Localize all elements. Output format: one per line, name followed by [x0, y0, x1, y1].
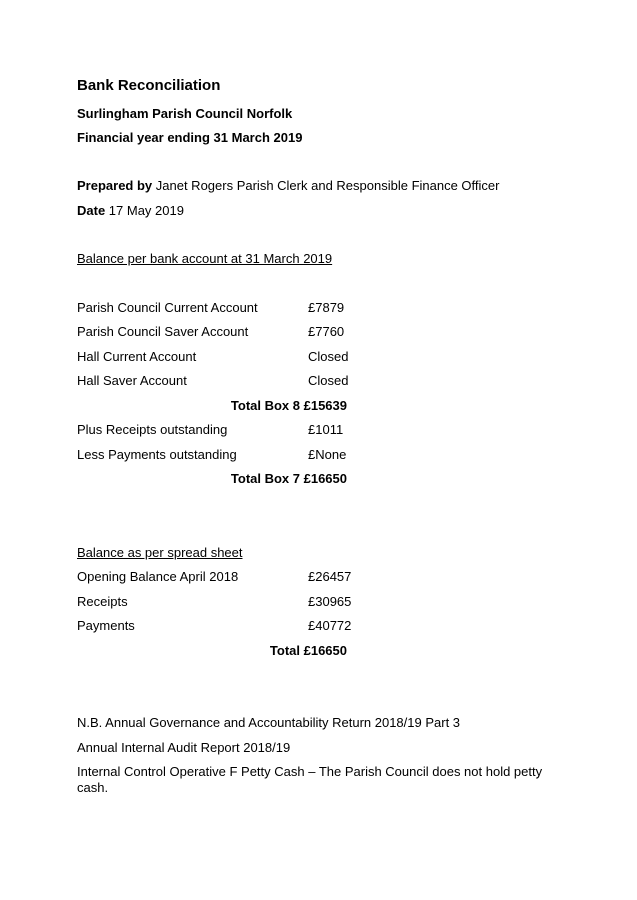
prepared-by-label: Prepared by	[77, 178, 153, 193]
adjustment-label: Less Payments outstanding	[77, 447, 237, 462]
note-line: Annual Internal Audit Report 2018/19	[77, 740, 291, 755]
adjustment-value: £None	[308, 447, 347, 462]
date-value: 17 May 2019	[105, 203, 184, 218]
spreadsheet-label: Receipts	[77, 594, 128, 609]
account-value: Closed	[308, 349, 349, 364]
account-value: Closed	[308, 373, 349, 388]
spreadsheet-label: Payments	[77, 618, 135, 633]
date-line	[77, 203, 184, 218]
spreadsheet-label: Opening Balance April 2018	[77, 569, 239, 584]
total-box-8: Total Box 8 £15639	[230, 398, 347, 413]
spreadsheet-section-heading: Balance as per spread sheet	[77, 545, 243, 560]
note-line: cash.	[77, 780, 109, 795]
spreadsheet-value: £30965	[308, 594, 352, 609]
spreadsheet-total: Total £16650	[269, 643, 347, 658]
adjustment-label: Plus Receipts outstanding	[77, 422, 228, 437]
account-label: Parish Council Current Account	[77, 300, 258, 315]
financial-year: Financial year ending 31 March 2019	[77, 130, 303, 145]
account-value: £7879	[308, 300, 345, 315]
total-box-7: Total Box 7 £16650	[230, 471, 347, 486]
date-label: Date	[77, 203, 106, 218]
adjustment-value: £1011	[308, 422, 344, 437]
prepared-by	[77, 178, 499, 193]
note-line: N.B. Annual Governance and Accountability Return 2018/19 Part 3	[77, 715, 461, 730]
spreadsheet-value: £40772	[308, 618, 352, 633]
spreadsheet-value: £26457	[308, 569, 352, 584]
note-line: Internal Control Operative F Petty Cash – The Parish Council does not hold petty	[77, 764, 543, 779]
prepared-by-value: Janet Rogers Parish Clerk and Responsible Finance Officer	[152, 178, 500, 193]
bank-section-heading: Balance per bank account at 31 March 2019	[77, 251, 333, 266]
account-label: Hall Current Account	[77, 349, 197, 364]
account-value: £7760	[308, 324, 345, 339]
council-name: Surlingham Parish Council Norfolk	[77, 106, 293, 121]
account-label: Parish Council Saver Account	[77, 324, 249, 339]
account-label: Hall Saver Account	[77, 373, 187, 388]
document-title: Bank Reconciliation	[77, 77, 221, 94]
